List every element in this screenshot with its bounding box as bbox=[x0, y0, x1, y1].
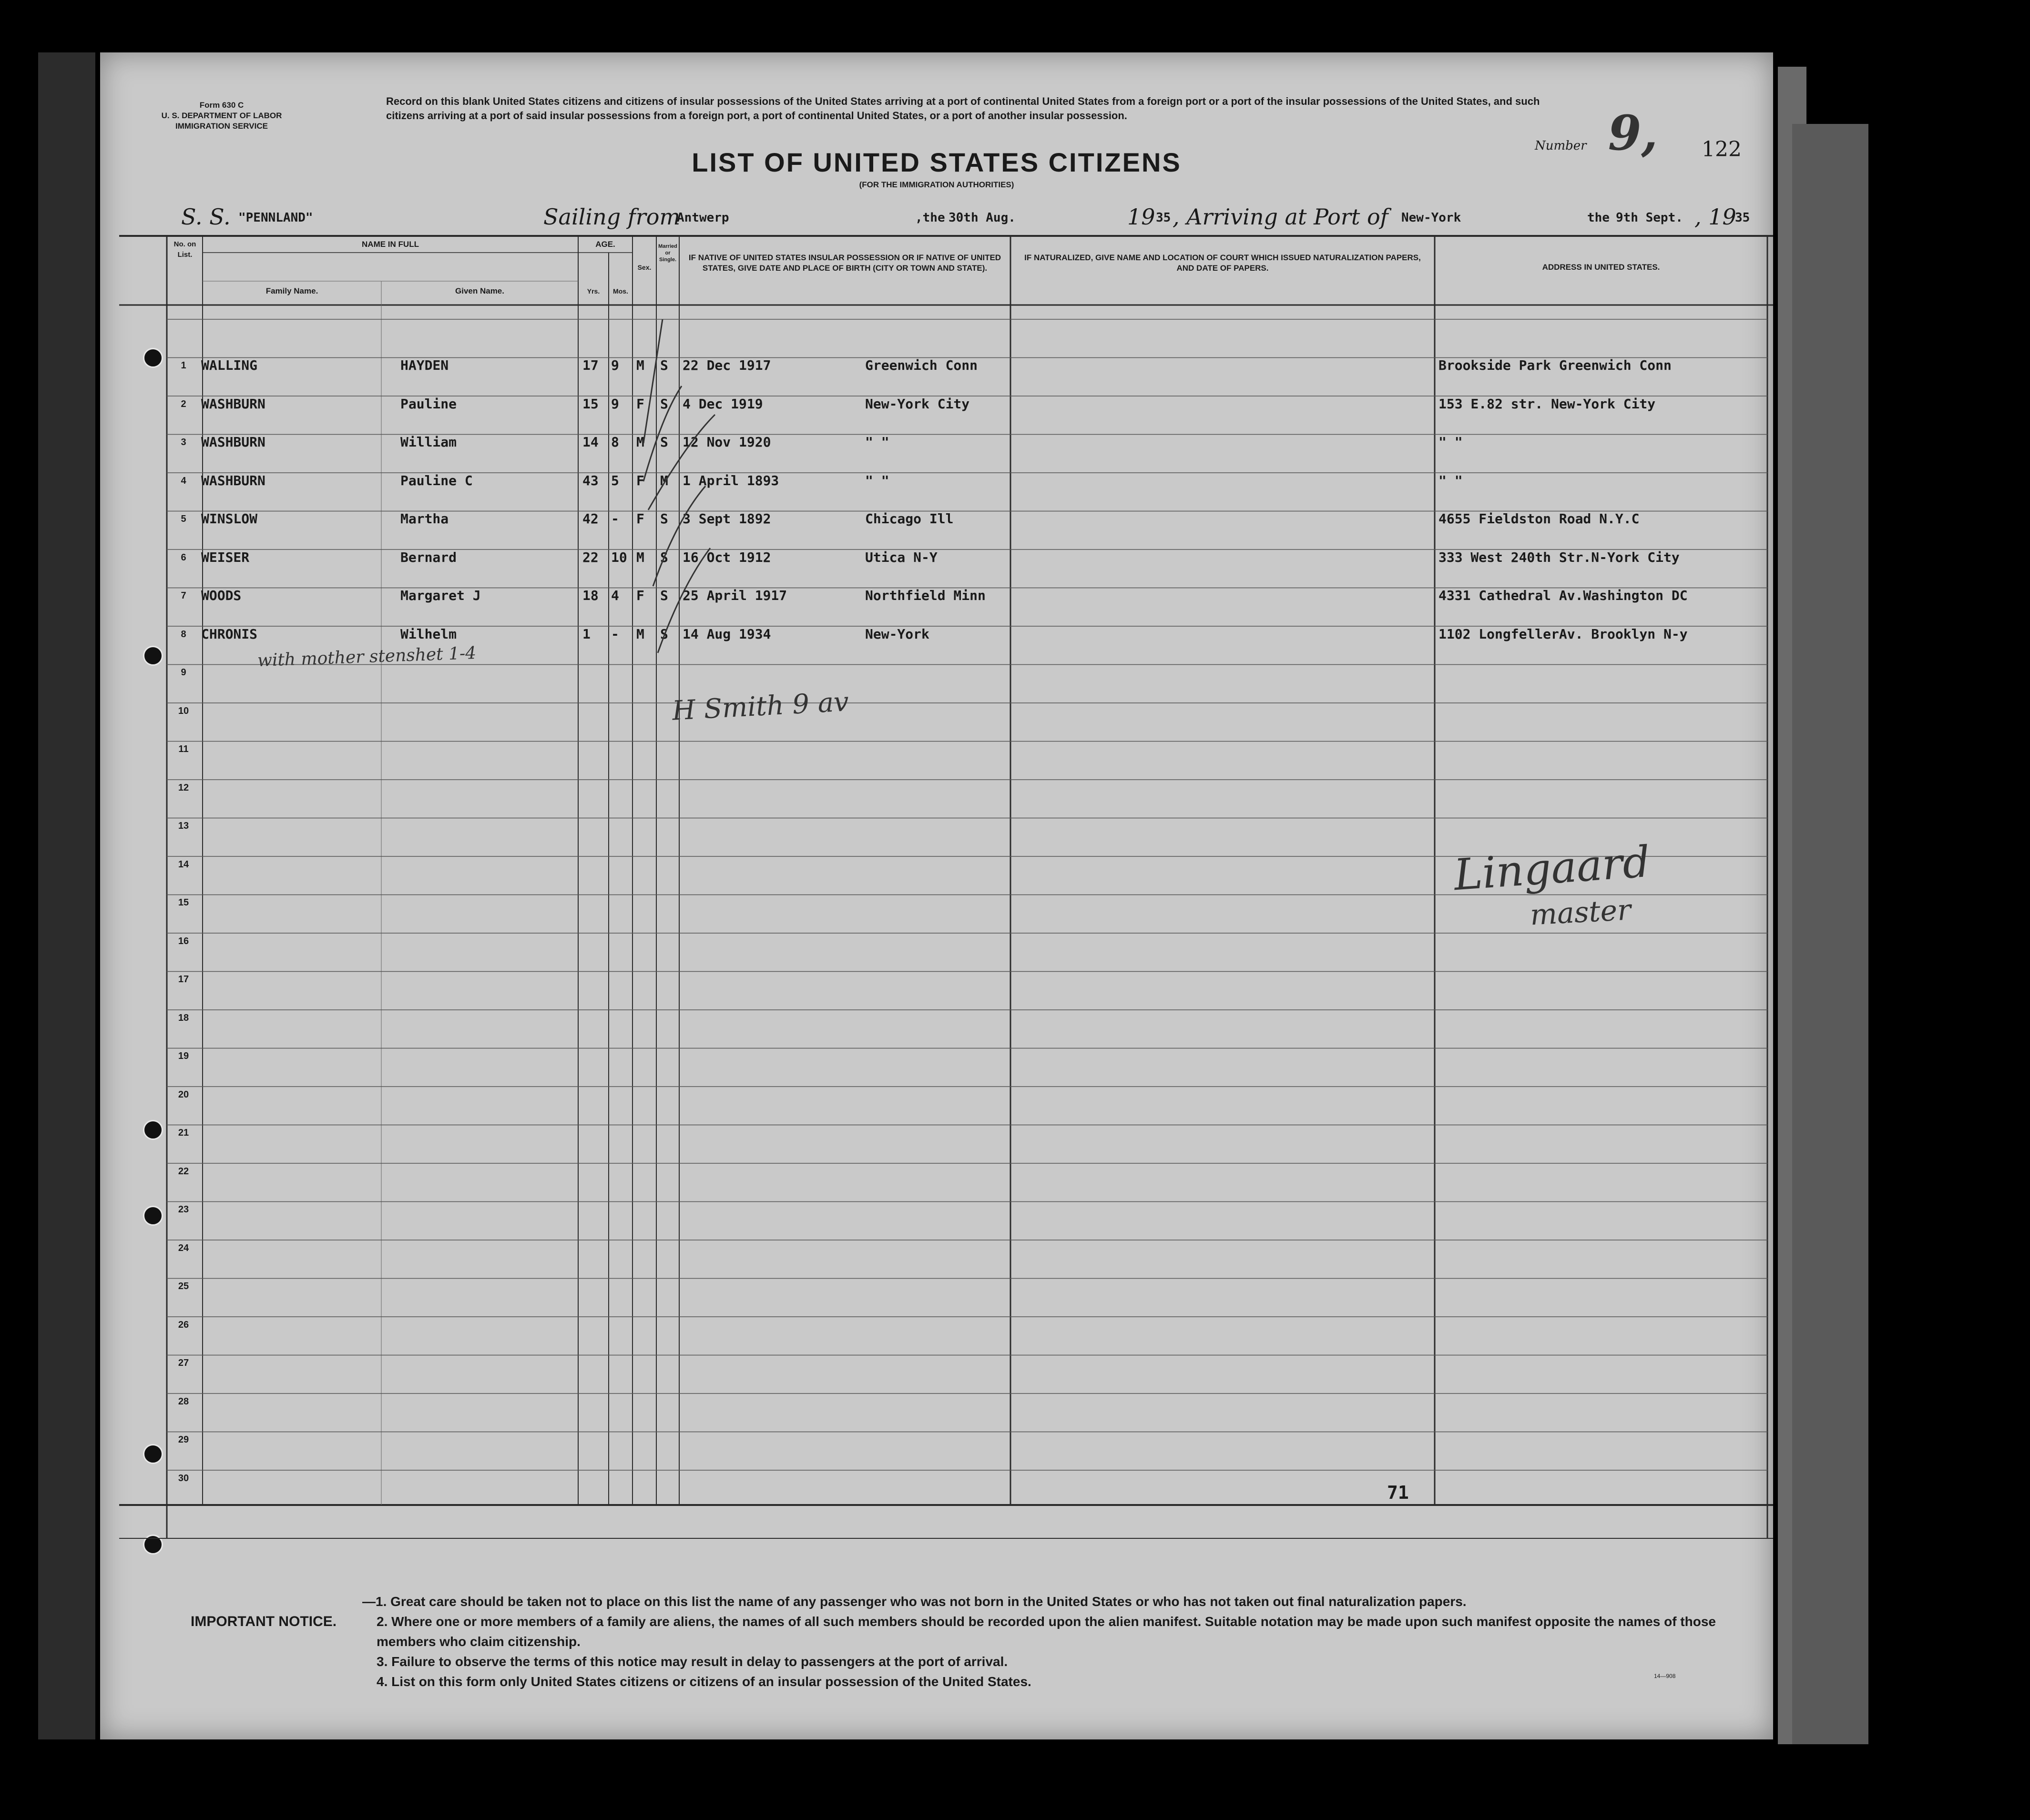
ss-label: S. S. bbox=[181, 204, 231, 230]
depart-year: 35 bbox=[1156, 211, 1171, 225]
sex: M bbox=[636, 626, 644, 642]
birth-date: 22 Dec 1917 bbox=[683, 357, 771, 373]
row-number: 21 bbox=[178, 1128, 189, 1138]
col-header-sex: Sex. bbox=[637, 264, 652, 271]
row8-handwritten-note: with mother stenshet 1-4 bbox=[257, 643, 477, 671]
age-years: 22 bbox=[582, 549, 599, 565]
arriving-label: , Arriving at Port of bbox=[1173, 204, 1388, 230]
row-number: 23 bbox=[178, 1204, 189, 1215]
sex: M bbox=[636, 434, 644, 450]
year-prefix-2: , 19 bbox=[1694, 204, 1736, 230]
row-number: 28 bbox=[178, 1396, 189, 1407]
birth-place: Utica N-Y bbox=[865, 549, 938, 565]
service-name: IMMIGRATION SERVICE bbox=[175, 122, 268, 131]
birth-place: " " bbox=[865, 472, 889, 488]
row-number: 7 bbox=[181, 590, 186, 601]
us-address: " " bbox=[1438, 434, 1463, 450]
marital-status: S bbox=[660, 626, 668, 642]
birth-place: New-York City bbox=[865, 396, 970, 412]
marital-status: S bbox=[660, 434, 668, 450]
birth-place: Chicago Ill bbox=[865, 511, 954, 527]
family-name: WASHBURN bbox=[201, 472, 265, 488]
given-name: William bbox=[400, 434, 457, 450]
age-months: 10 bbox=[611, 549, 627, 565]
birth-date: 12 Nov 1920 bbox=[683, 434, 771, 450]
footer-count: 71 bbox=[1387, 1482, 1409, 1503]
given-name: Wilhelm bbox=[400, 626, 457, 642]
age-years: 18 bbox=[582, 588, 599, 603]
marital-status: S bbox=[660, 511, 668, 527]
number-label: Number bbox=[1535, 139, 1587, 153]
col-header-birth: IF NATIVE OF UNITED STATES INSULAR POSSESSION OR IF NATIVE OF UNITED STATES, GIVE DATE AND PLACE OF BIRTH (CITY OR TOWN AND STATE). bbox=[688, 253, 1001, 273]
birth-date: 4 Dec 1919 bbox=[683, 396, 763, 412]
row-number: 8 bbox=[181, 629, 186, 640]
arrive-year: 35 bbox=[1735, 211, 1750, 225]
age-years: 43 bbox=[582, 472, 599, 488]
marital-status: S bbox=[660, 396, 668, 412]
check-marks bbox=[634, 319, 777, 691]
us-address: Brookside Park Greenwich Conn bbox=[1438, 357, 1672, 373]
age-months: 5 bbox=[611, 472, 619, 488]
marital-status: M bbox=[660, 472, 668, 488]
given-name: Pauline bbox=[400, 396, 457, 412]
birth-place: Northfield Minn bbox=[865, 588, 986, 603]
sailing-from-port: Antwerp bbox=[677, 211, 729, 225]
print-code: 14—908 bbox=[1654, 1673, 1676, 1679]
col-header-mos: Mos. bbox=[613, 287, 628, 295]
age-years: 42 bbox=[582, 511, 599, 527]
col-header-no: No. on List. bbox=[173, 240, 196, 259]
row-number: 19 bbox=[178, 1051, 189, 1061]
form-number: Form 630 C bbox=[199, 101, 244, 110]
row-number: 2 bbox=[181, 398, 186, 409]
birth-place: Greenwich Conn bbox=[865, 357, 978, 373]
row-number: 1 bbox=[181, 360, 186, 371]
family-name: CHRONIS bbox=[201, 626, 258, 642]
family-name: WEISER bbox=[201, 549, 250, 565]
col-header-family-name: Family Name. bbox=[265, 286, 318, 295]
given-name: Margaret J bbox=[400, 588, 481, 603]
given-name: HAYDEN bbox=[400, 357, 449, 373]
row-number: 11 bbox=[178, 744, 189, 754]
row-number: 9 bbox=[181, 667, 186, 678]
ship-name: "PENNLAND" bbox=[238, 211, 313, 225]
sex: F bbox=[636, 472, 644, 488]
page-stack-right bbox=[1792, 124, 1868, 1744]
page-title: LIST OF UNITED STATES CITIZENS bbox=[692, 147, 1182, 177]
notice-item-2: 2. Where one or more members of a family are aliens, the names of all such members should be recorded upon the alien manifest. Suitable notation may be made upon such manifest opposite the names of those members who claim citizenship. bbox=[377, 1614, 1716, 1649]
birth-place: New-York bbox=[865, 626, 929, 642]
depart-date: 30th Aug. bbox=[949, 211, 1016, 225]
master-signature-title: master bbox=[1529, 893, 1632, 932]
row-number: 12 bbox=[178, 782, 189, 793]
us-address: 153 E.82 str. New-York City bbox=[1438, 396, 1656, 412]
arrive-the: the bbox=[1587, 211, 1610, 225]
us-address: 4655 Fieldston Road N.Y.C bbox=[1438, 511, 1640, 527]
year-prefix-1: 19 bbox=[1127, 204, 1155, 230]
sex: M bbox=[636, 357, 644, 373]
given-name: Pauline C bbox=[400, 472, 473, 488]
age-months: - bbox=[611, 511, 619, 527]
row-number: 13 bbox=[178, 821, 189, 831]
family-name: WOODS bbox=[201, 588, 242, 603]
age-years: 1 bbox=[582, 626, 591, 642]
row-number: 10 bbox=[178, 705, 189, 716]
row-number: 22 bbox=[178, 1166, 189, 1177]
col-header-age: AGE. bbox=[595, 240, 615, 249]
family-name: WINSLOW bbox=[201, 511, 258, 527]
row-number: 17 bbox=[178, 974, 189, 985]
row-number: 14 bbox=[178, 859, 189, 870]
row-number: 5 bbox=[181, 514, 186, 524]
sex: F bbox=[636, 588, 644, 603]
row-number: 4 bbox=[181, 475, 186, 486]
number-value: 9, bbox=[1608, 105, 1658, 161]
given-name: Martha bbox=[400, 511, 449, 527]
notice-label: IMPORTANT NOTICE. bbox=[191, 1614, 337, 1629]
row-number: 20 bbox=[178, 1089, 189, 1100]
birth-date: 3 Sept 1892 bbox=[683, 511, 771, 527]
important-notice bbox=[191, 1592, 1754, 1692]
notice-item-1: —1. Great care should be taken not to place on this list the name of any passenger who was not born in the United States or who has not taken out final naturalization papers. bbox=[362, 1594, 1467, 1609]
family-name: WALLING bbox=[201, 357, 258, 373]
sailing-the: ,the bbox=[915, 211, 945, 225]
notice-item-3: 3. Failure to observe the terms of this notice may result in delay to passengers at the port of arrival. bbox=[377, 1654, 1008, 1669]
row-number: 6 bbox=[181, 552, 186, 563]
birth-place: " " bbox=[865, 434, 889, 450]
col-header-address: ADDRESS IN UNITED STATES. bbox=[1542, 263, 1660, 272]
col-header-married-single: Married or Single. bbox=[658, 244, 677, 263]
row-number: 30 bbox=[178, 1473, 189, 1484]
age-months: 9 bbox=[611, 396, 619, 412]
marital-status: S bbox=[660, 357, 668, 373]
row-number: 26 bbox=[178, 1319, 189, 1330]
us-address: 333 West 240th Str.N-York City bbox=[1438, 549, 1680, 565]
age-years: 17 bbox=[582, 357, 599, 373]
sailing-from-label: Sailing from bbox=[543, 204, 681, 230]
binder-edge-left bbox=[38, 52, 95, 1739]
col-header-yrs: Yrs. bbox=[587, 287, 600, 295]
row-number: 18 bbox=[178, 1012, 189, 1023]
age-months: 9 bbox=[611, 357, 619, 373]
document-page bbox=[100, 52, 1773, 1739]
age-months: 4 bbox=[611, 588, 619, 603]
age-months: 8 bbox=[611, 434, 619, 450]
birth-date: 14 Aug 1934 bbox=[683, 626, 771, 642]
marital-status: S bbox=[660, 549, 668, 565]
arrive-date: 9th Sept. bbox=[1616, 211, 1683, 225]
page-number: 122 bbox=[1702, 137, 1742, 162]
manifest-grid bbox=[100, 52, 1773, 1739]
row-number: 3 bbox=[181, 437, 186, 447]
age-years: 14 bbox=[582, 434, 599, 450]
row-number: 24 bbox=[178, 1242, 189, 1253]
row-number: 16 bbox=[178, 935, 189, 946]
arriving-port: New-York bbox=[1401, 211, 1461, 225]
marital-status: S bbox=[660, 588, 668, 603]
row-number: 27 bbox=[178, 1358, 189, 1368]
us-address: 1102 LongfellerAv. Brooklyn N-y bbox=[1438, 626, 1688, 642]
col-header-naturalized: IF NATURALIZED, GIVE NAME AND LOCATION OF COURT WHICH ISSUED NATURALIZATION PAPERS, AND DATE OF PAPERS. bbox=[1024, 253, 1421, 273]
department-name: U. S. DEPARTMENT OF LABOR bbox=[161, 111, 282, 120]
page-subtitle: (FOR THE IMMIGRATION AUTHORITIES) bbox=[859, 180, 1014, 189]
birth-date: 25 April 1917 bbox=[683, 588, 787, 603]
notice-item-4: 4. List on this form only United States citizens or citizens of an insular possession of the United States. bbox=[377, 1674, 1031, 1689]
row-number: 29 bbox=[178, 1434, 189, 1445]
birth-date: 16 Oct 1912 bbox=[683, 549, 771, 565]
form-instructions: Record on this blank United States citizens and citizens of insular possessions of the United States arriving at a port of continental United States from a foreign port or a port of the insular possessions of the United States, and such citizens arriving at a port of said insular possessions from a foreign port, a port of continental United States, or a port of another insular possession. bbox=[386, 95, 1540, 122]
age-months: - bbox=[611, 626, 619, 642]
given-name: Bernard bbox=[400, 549, 457, 565]
sex: M bbox=[636, 549, 644, 565]
col-header-name-in-full: NAME IN FULL bbox=[362, 240, 419, 249]
age-years: 15 bbox=[582, 396, 599, 412]
row-number: 25 bbox=[178, 1281, 189, 1291]
us-address: 4331 Cathedral Av.Washington DC bbox=[1438, 588, 1688, 603]
birth-date: 1 April 1893 bbox=[683, 472, 779, 488]
col-header-given-name: Given Name. bbox=[455, 286, 504, 295]
row-number: 15 bbox=[178, 897, 189, 908]
family-name: WASHBURN bbox=[201, 434, 265, 450]
master-signature-name: Lingaard bbox=[1452, 836, 1652, 901]
row9-handwritten-note: H Smith 9 av bbox=[671, 686, 850, 727]
sex: F bbox=[636, 396, 644, 412]
us-address: " " bbox=[1438, 472, 1463, 488]
sex: F bbox=[636, 511, 644, 527]
family-name: WASHBURN bbox=[201, 396, 265, 412]
